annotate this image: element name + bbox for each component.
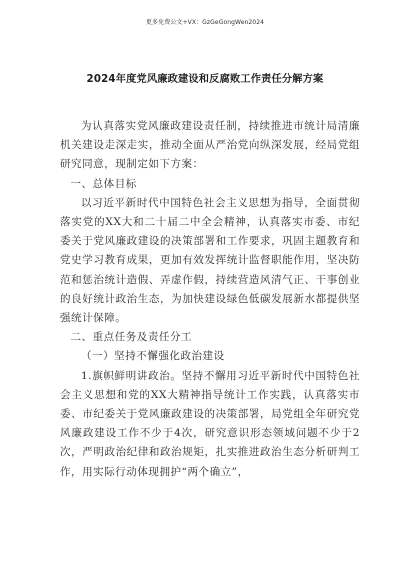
- section-heading-tasks: 二、重点任务及责任分工: [70, 331, 193, 344]
- item-paragraph-1: 1.旗帜鲜明讲政治。坚持不懈用习近平新时代中国特色社会主义思想和党的XX大精神指导统计工作实践，认真落实市委、市纪委关于党风廉政建设的决策部署，局党组全年研究党风廉政建设工作不少于4次，研究意识形态领域问题不少于2次，严明政治纪律和政治规矩，扎实推进政治生态分析研判工作，用实际行动体现拥护“两个确立”，: [60, 369, 360, 478]
- goals-paragraph: 以习近平新时代中国特色社会主义思想为指导，全面贯彻落实党的XX大和二十届二中全会精神，认真落实市委、市纪委关于党风廉政建设的决策部署和工作要求，巩固主题教育和党史学习教育成果，更加有效发挥统计监督职能作用，坚决防范和惩治统计造假、弄虚作假，持续营造风清气正、干事创业的良好统计政治生态，为加快建设绿色低碳发展新水都提供坚强统计保障。: [60, 196, 360, 325]
- section-heading-goals: 一、总体目标: [70, 177, 137, 190]
- subsection-heading-political: （一）坚持不懈强化政治建设: [81, 350, 225, 363]
- document-title: 2024年度党风廉政建设和反腐败工作责任分解方案: [86, 74, 324, 85]
- document-body: [60, 117, 360, 482]
- intro-paragraph: 为认真落实党风廉政建设责任制，持续推进市统计局清廉机关建设走深走实，推动全面从严治党向纵深发展，经局党组研究同意，现制定如下方案：: [60, 120, 360, 171]
- header-note: 更多免费公文+VX：GzGeGongWen2024: [145, 19, 265, 26]
